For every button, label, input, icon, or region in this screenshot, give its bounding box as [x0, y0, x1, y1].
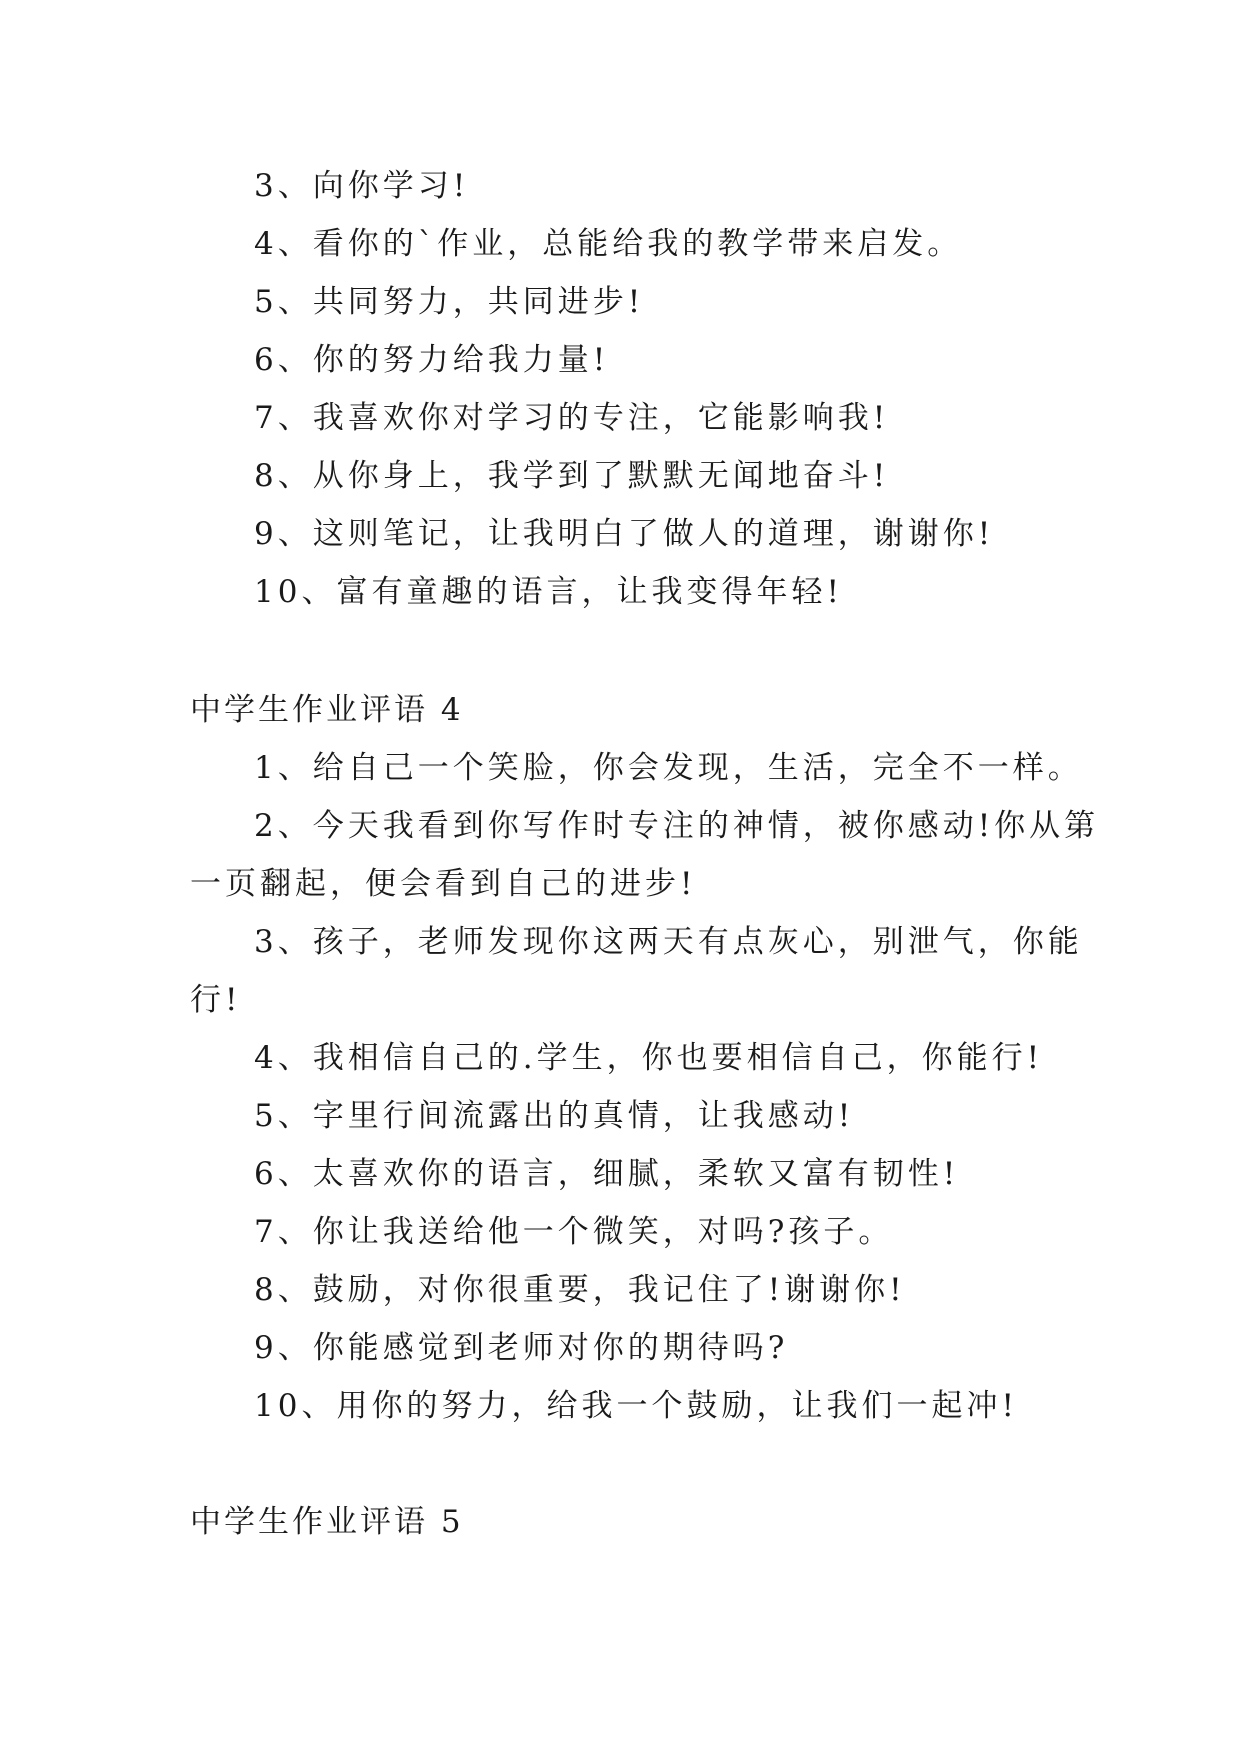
list-item: 9、这则笔记，让我明白了做人的道理，谢谢你! [254, 516, 995, 552]
list-item: 7、你让我送给他一个微笑，对吗?孩子。 [254, 1214, 894, 1250]
list-item: 2、今天我看到你写作时专注的神情，被你感动!你从第 [254, 808, 1100, 844]
list-item: 3、孩子，老师发现你这两天有点灰心，别泄气，你能 [254, 924, 1083, 960]
list-item: 9、你能感觉到老师对你的期待吗? [254, 1330, 789, 1366]
list-item: 3、向你学习! [254, 168, 470, 204]
list-item: 8、从你身上，我学到了默默无闻地奋斗! [254, 458, 890, 494]
section-heading-4: 中学生作业评语 4 [190, 692, 464, 728]
list-item: 5、字里行间流露出的真情，让我感动! [254, 1098, 855, 1134]
list-item: 8、鼓励，对你很重要，我记住了!谢谢你! [254, 1272, 906, 1308]
list-item: 6、你的努力给我力量! [254, 342, 610, 378]
list-item-continuation: 一页翻起，便会看到自己的进步! [190, 866, 697, 902]
list-item: 10、用你的努力，给我一个鼓励，让我们一起冲! [254, 1388, 1018, 1424]
list-item-continuation: 行! [190, 982, 242, 1018]
list-item: 10、富有童趣的语言，让我变得年轻! [254, 574, 843, 610]
list-item: 4、看你的`作业，总能给我的教学带来启发。 [254, 226, 963, 262]
list-item: 4、我相信自己的.学生，你也要相信自己，你能行! [254, 1040, 1044, 1076]
list-item: 1、给自己一个笑脸，你会发现，生活，完全不一样。 [254, 750, 1083, 786]
section-heading-5: 中学生作业评语 5 [190, 1504, 464, 1540]
list-item: 5、共同努力，共同进步! [254, 284, 645, 320]
list-item: 7、我喜欢你对学习的专注，它能影响我! [254, 400, 890, 436]
list-item: 6、太喜欢你的语言，细腻，柔软又富有韧性! [254, 1156, 960, 1192]
